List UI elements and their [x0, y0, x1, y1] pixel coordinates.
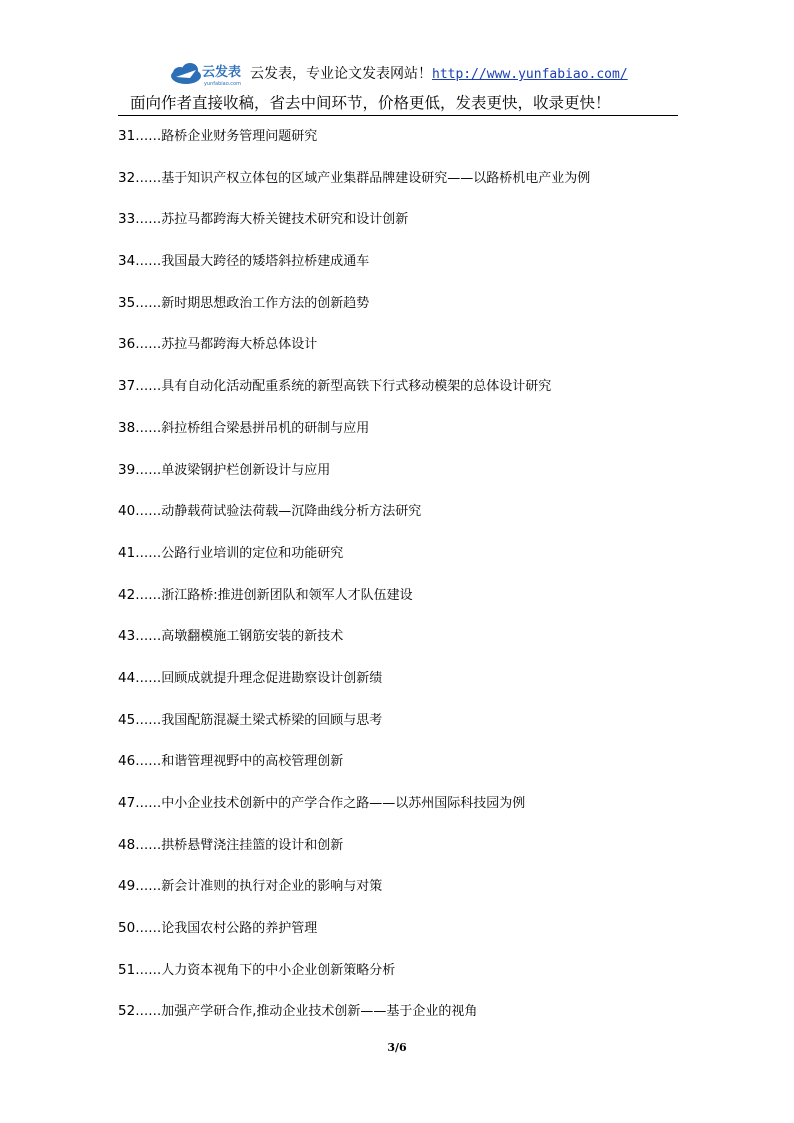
item-number: 40	[118, 503, 136, 520]
item-title: 具有自动化活动配重系统的新型高铁下行式移动模架的总体设计研究	[161, 379, 552, 395]
header-divider	[118, 115, 678, 116]
item-title: 我国最大跨径的矮塔斜拉桥建成通车	[161, 254, 370, 270]
yunfabiao-logo	[168, 58, 248, 88]
list-item	[118, 374, 698, 416]
item-separator: ……	[135, 796, 162, 811]
item-separator: ……	[135, 712, 162, 728]
item-title: 公路行业培训的定位和功能研究	[161, 545, 344, 561]
brand-text: 云发表，专业论文发表网站！	[250, 66, 432, 82]
list-item	[118, 583, 698, 625]
item-separator: ……	[135, 837, 162, 853]
brand-line	[250, 64, 628, 85]
article-list	[118, 124, 698, 1041]
item-separator: ……	[135, 504, 162, 520]
tagline: 面向作者直接收稿，省去中间环节，价格更低，发表更快，收录更快！	[130, 94, 611, 112]
page-header	[0, 0, 794, 116]
item-separator: ……	[135, 962, 162, 978]
item-number: 33	[118, 211, 136, 228]
item-number: 31	[118, 128, 136, 144]
list-item	[118, 541, 698, 583]
list-item	[118, 958, 698, 1000]
item-title: 新会计准则的执行对企业的影响与对策	[161, 879, 383, 895]
item-number: 44	[118, 669, 136, 686]
list-item	[118, 749, 698, 791]
item-separator: ……	[135, 420, 162, 436]
item-number: 38	[118, 419, 136, 436]
item-title: 我国配筋混凝土梁式桥梁的回顾与思考	[161, 712, 383, 728]
item-separator: ……	[135, 337, 162, 353]
item-title: 论我国农村公路的养护管理	[161, 921, 318, 937]
list-item	[118, 249, 698, 291]
item-title: 动静载荷试验法荷载—沉降曲线分析方法研究	[161, 504, 422, 520]
item-separator: ……	[135, 921, 162, 937]
item-number: 42	[118, 586, 136, 603]
item-title: 回顾成就提升理念促进勘察设计创新绩	[161, 670, 383, 686]
list-item	[118, 499, 698, 541]
item-separator: ……	[135, 879, 162, 895]
item-separator: ……	[135, 295, 162, 311]
list-item	[118, 708, 698, 750]
item-title: 苏拉马都跨海大桥总体设计	[161, 337, 318, 353]
list-item	[118, 791, 698, 833]
item-title: 单波梁钢护栏创新设计与应用	[161, 462, 331, 478]
item-separator: ……	[135, 379, 162, 395]
list-item	[118, 166, 698, 208]
item-number: 32	[118, 169, 136, 186]
item-separator: ……	[135, 754, 162, 770]
item-number: 49	[118, 878, 136, 895]
item-number: 48	[118, 836, 136, 853]
item-number: 52	[118, 1003, 136, 1020]
item-separator: ……	[135, 629, 162, 645]
item-title: 加强产学研合作,推动企业技术创新——基于企业的视角	[161, 1004, 478, 1020]
item-title: 苏拉马都跨海大桥关键技术研究和设计创新	[161, 212, 409, 228]
item-separator: ……	[135, 170, 162, 186]
item-number: 51	[118, 961, 136, 978]
brand-url-link[interactable]: http://www.yunfabiao.com/	[432, 67, 628, 82]
item-title: 斜拉桥组合梁悬拼吊机的研制与应用	[161, 420, 370, 436]
logo-text: 云发表	[202, 65, 242, 80]
list-item	[118, 332, 698, 374]
item-title: 基于知识产权立体包的区域产业集群品牌建设研究——以路桥机电产业为例	[161, 170, 591, 186]
item-number: 35	[118, 294, 136, 311]
list-item	[118, 999, 698, 1041]
logo-subtext: yunfabiao.com	[204, 81, 241, 87]
item-separator: ……	[135, 212, 162, 228]
item-number: 47	[118, 795, 136, 811]
list-item	[118, 124, 698, 166]
item-title: 高墩翻模施工钢筋安装的新技术	[161, 629, 344, 645]
item-separator: ……	[135, 462, 162, 478]
item-separator: ……	[135, 587, 162, 603]
list-item	[118, 874, 698, 916]
list-item	[118, 916, 698, 958]
page-number: 3/6	[387, 1041, 407, 1054]
item-title: 新时期思想政治工作方法的创新趋势	[161, 295, 370, 311]
item-separator: ……	[135, 1004, 162, 1020]
item-title: 拱桥悬臂浇注挂篮的设计和创新	[161, 837, 344, 853]
list-item	[118, 416, 698, 458]
item-title: 和谐管理视野中的高校管理创新	[161, 754, 344, 770]
list-item	[118, 207, 698, 249]
item-number: 39	[118, 461, 136, 478]
item-title: 浙江路桥:推进创新团队和领军人才队伍建设	[161, 587, 413, 603]
list-item	[118, 291, 698, 333]
list-item	[118, 458, 698, 500]
item-title: 人力资本视角下的中小企业创新策略分析	[161, 962, 396, 978]
item-number: 36	[118, 336, 136, 353]
item-separator: ……	[135, 670, 162, 686]
item-separator: ……	[135, 545, 162, 561]
item-separator: ……	[135, 254, 162, 270]
list-item	[118, 624, 698, 666]
item-number: 41	[118, 544, 136, 561]
list-item	[118, 666, 698, 708]
item-number: 46	[118, 753, 136, 770]
item-separator: ……	[135, 129, 162, 144]
item-number: 34	[118, 253, 136, 270]
item-number: 43	[118, 628, 136, 645]
item-number: 50	[118, 920, 136, 937]
item-number: 45	[118, 711, 136, 728]
list-item	[118, 833, 698, 875]
item-title: 中小企业技术创新中的产学合作之路——以苏州国际科技园为例	[161, 796, 526, 811]
item-number: 37	[118, 378, 136, 395]
item-title: 路桥企业财务管理问题研究	[161, 129, 318, 144]
